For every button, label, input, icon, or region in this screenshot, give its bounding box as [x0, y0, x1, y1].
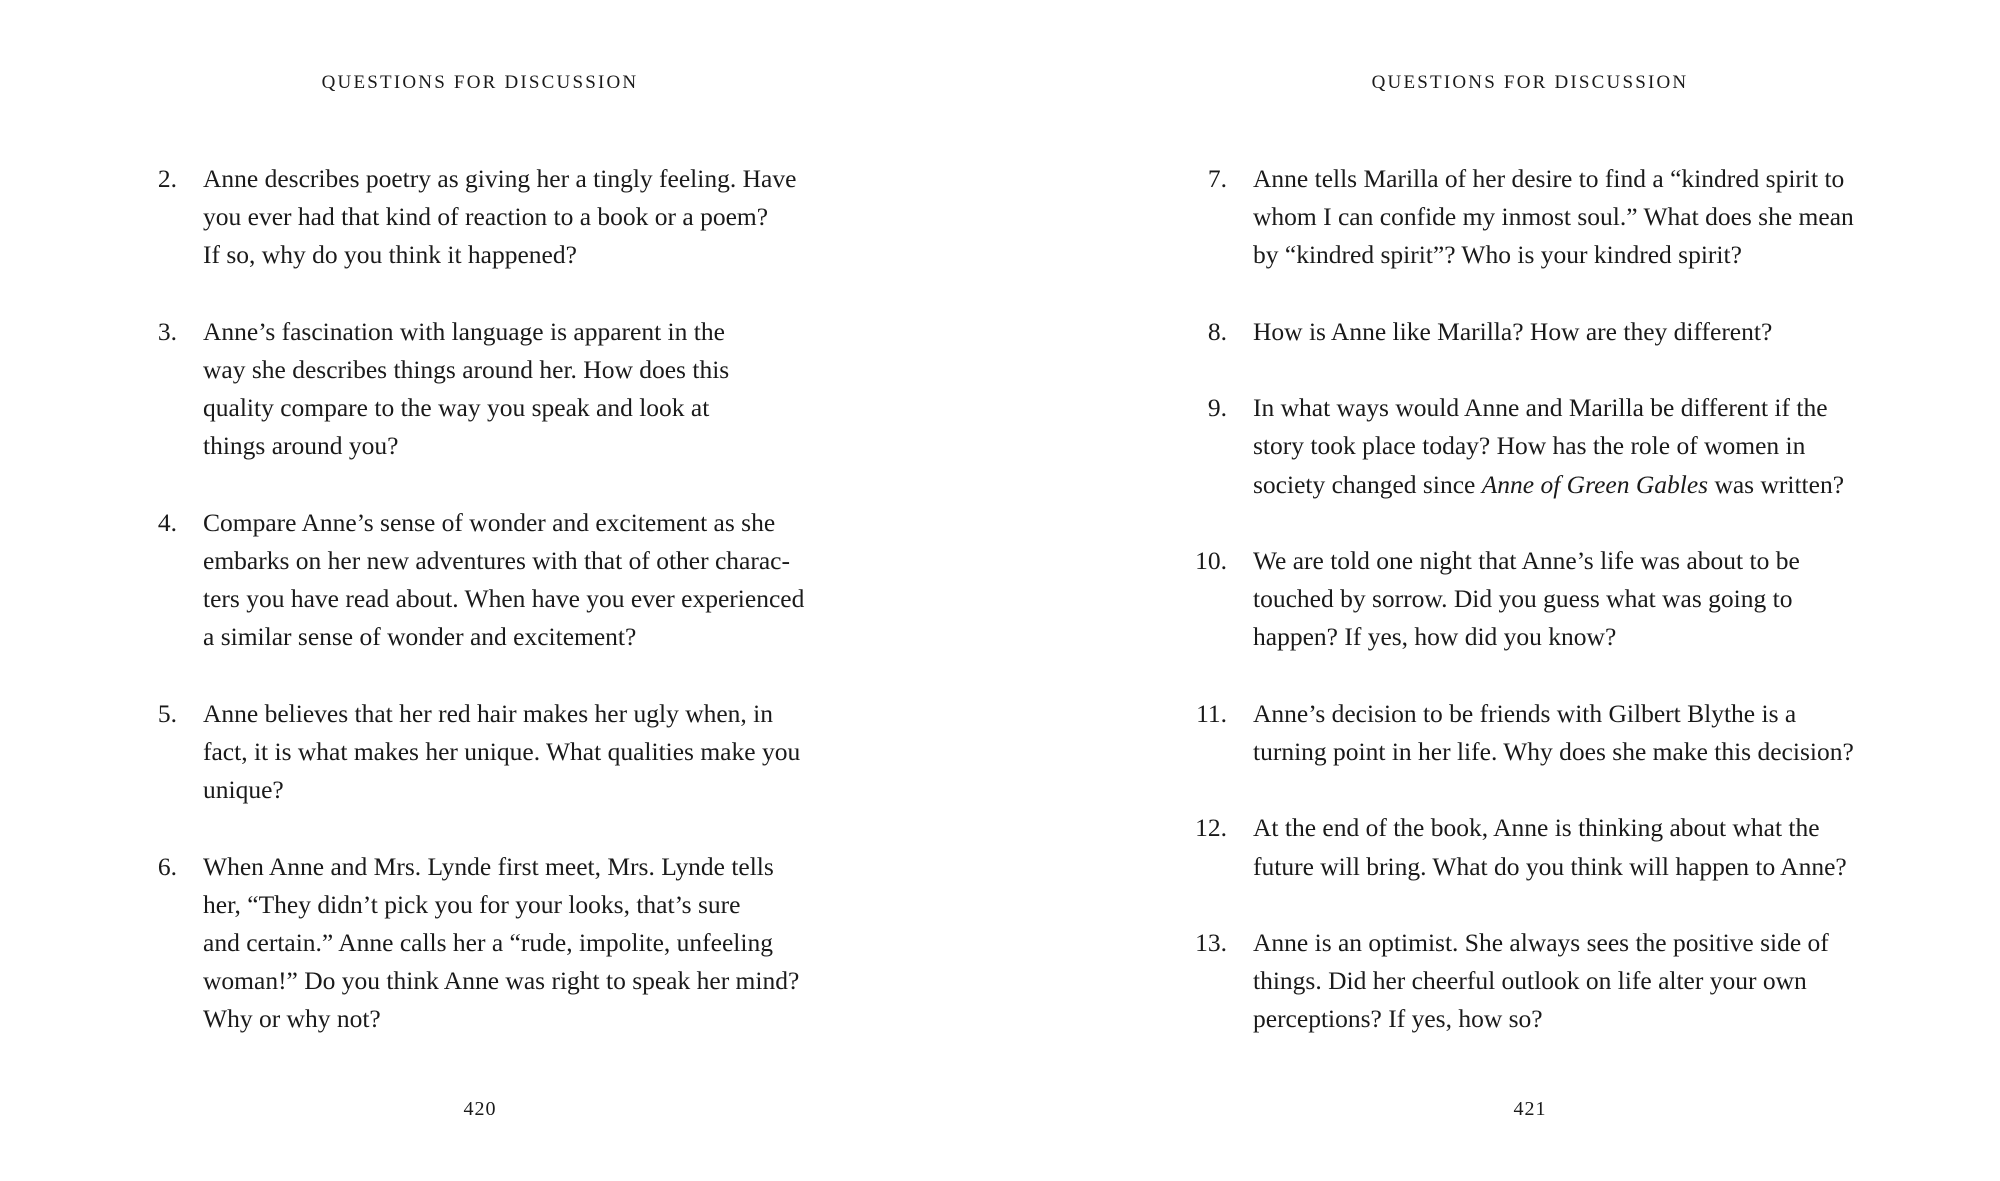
- question-item: [100, 848, 800, 1039]
- question-line: Anne’s decision to be friends with Gilbert Blythe is a: [1253, 698, 1797, 728]
- question-number: 2.: [157, 164, 177, 193]
- question-list: [100, 160, 805, 1077]
- question-item: [100, 160, 800, 275]
- page-number: 421: [1513, 1098, 1547, 1120]
- question-line: a similar sense of wonder and excitement?: [203, 622, 637, 652]
- question-line: happen? If yes, how did you know?: [1253, 622, 1617, 652]
- question-line: you ever had that kind of reaction to a book or a poem?: [203, 202, 769, 232]
- question-item: [1150, 313, 1870, 351]
- question-line-text: society changed since: [1253, 469, 1482, 499]
- page-number: 420: [463, 1098, 497, 1120]
- question-line: things. Did her cheerful outlook on life alter your own: [1253, 966, 1807, 996]
- question-item: [1150, 809, 1870, 885]
- question-text: [177, 313, 800, 466]
- question-line: How is Anne like Marilla? How are they different?: [1253, 316, 1773, 346]
- question-text: [177, 504, 804, 657]
- question-line: and certain.” Anne calls her a “rude, impolite, unfeeling: [203, 928, 773, 957]
- question-text: [177, 848, 800, 1039]
- question-line: Anne is an optimist. She always sees the positive side of: [1253, 927, 1829, 957]
- question-text: [1227, 313, 1870, 351]
- question-line: things around you?: [203, 431, 399, 461]
- question-item: [100, 504, 805, 657]
- question-line: future will bring. What do you think will happen to Anne?: [1253, 851, 1847, 881]
- question-line-text: was written?: [1708, 469, 1845, 499]
- question-line: In what ways would Anne and Marilla be different if the: [1253, 393, 1828, 423]
- question-number: 12.: [1195, 813, 1227, 843]
- question-number: 5.: [157, 698, 177, 728]
- question-text: [1227, 160, 1870, 275]
- question-line: unique?: [203, 775, 284, 805]
- question-text: [1227, 542, 1870, 657]
- question-text: [1227, 924, 1870, 1039]
- question-line: quality compare to the way you speak and look at: [203, 393, 710, 423]
- question-item: [1150, 542, 1870, 657]
- running-head: QUESTIONS FOR DISCUSSION: [321, 72, 639, 93]
- question-text: [177, 695, 800, 810]
- question-line: ters you have read about. When have you ever experienced: [203, 584, 805, 614]
- question-line: embarks on her new adventures with that of other charac-: [203, 546, 790, 575]
- book-title: Anne of Green Gables: [1481, 469, 1709, 499]
- question-line: When Anne and Mrs. Lynde first meet, Mrs. Lynde tells: [203, 851, 774, 881]
- question-number: 10.: [1195, 545, 1227, 575]
- question-line: At the end of the book, Anne is thinking about what the: [1253, 813, 1820, 843]
- question-number: 8.: [1207, 316, 1227, 346]
- question-line: perceptions? If yes, how so?: [1253, 1004, 1543, 1034]
- question-number: 4.: [157, 507, 177, 537]
- question-number: 11.: [1196, 698, 1227, 728]
- question-line: her, “They didn’t pick you for your looks, that’s sure: [203, 889, 741, 919]
- question-text: [1227, 389, 1870, 504]
- question-item: [1150, 160, 1870, 275]
- question-line: Anne describes poetry as giving her a tingly feeling. Have: [203, 164, 797, 193]
- question-line: If so, why do you think it happened?: [203, 240, 577, 270]
- question-number: 3.: [157, 316, 177, 346]
- question-line: Anne tells Marilla of her desire to find a “kindred spirit to: [1253, 164, 1845, 193]
- question-line: We are told one night that Anne’s life was about to be: [1253, 545, 1800, 575]
- question-number: 6.: [157, 851, 177, 881]
- question-line: whom I can confide my inmost soul.” What does she mean: [1253, 202, 1854, 232]
- question-line: Anne believes that her red hair makes her ugly when, in: [203, 698, 774, 728]
- question-item: [1150, 389, 1870, 504]
- question-line: Compare Anne’s sense of wonder and excitement as she: [203, 507, 776, 537]
- question-line: touched by sorrow. Did you guess what was going to: [1253, 584, 1793, 614]
- question-number: 7.: [1207, 164, 1227, 193]
- question-line: fact, it is what makes her unique. What qualities make you: [203, 737, 801, 766]
- question-text: [1227, 695, 1870, 771]
- question-number: 9.: [1207, 393, 1227, 423]
- question-line: by “kindred spirit”? Who is your kindred spirit?: [1253, 240, 1742, 270]
- right-page: [1000, 0, 2000, 1181]
- question-item: [1150, 695, 1870, 771]
- running-head: QUESTIONS FOR DISCUSSION: [1371, 72, 1689, 93]
- question-line: turning point in her life. Why does she make this decision?: [1253, 736, 1854, 766]
- question-line: [1253, 466, 1870, 504]
- question-number: 13.: [1195, 927, 1227, 957]
- question-text: [177, 160, 800, 275]
- question-item: [1150, 924, 1870, 1039]
- question-list: [1150, 160, 1870, 1077]
- question-line: Anne’s fascination with language is apparent in the: [203, 316, 725, 346]
- question-text: [1227, 809, 1870, 885]
- question-line: story took place today? How has the role of women in: [1253, 431, 1806, 461]
- question-line: way she describes things around her. How does this: [203, 355, 730, 384]
- question-line: woman!” Do you think Anne was right to speak her mind?: [203, 966, 800, 996]
- question-line: Why or why not?: [203, 1004, 381, 1034]
- question-item: [100, 313, 800, 466]
- question-item: [100, 695, 800, 810]
